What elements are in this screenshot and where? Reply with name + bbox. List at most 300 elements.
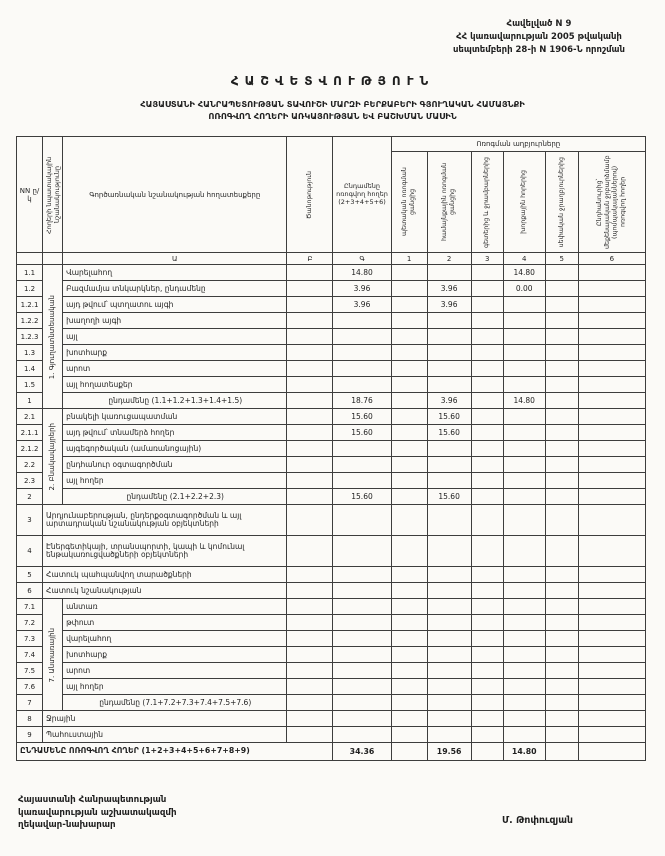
source-value-6 [578, 489, 645, 505]
note-cell [287, 281, 333, 297]
table-row [17, 409, 646, 425]
col-header-purpose-text: Հողերի նպատակային նշանակությունը [45, 156, 62, 234]
table-row [17, 361, 646, 377]
row-label: Հատուկ պահպանվող տարածքների [43, 567, 287, 583]
col-header-source-3-text: գետերից և ջրամբարներից [483, 156, 491, 248]
source-value-5 [545, 536, 578, 567]
source-value-3 [471, 281, 503, 297]
source-value-6 [578, 567, 645, 583]
row-number: 7 [17, 695, 43, 711]
source-value-4 [503, 361, 545, 377]
source-value-2: 15.60 [427, 489, 471, 505]
col-letter-1: 1 [391, 253, 427, 265]
row-label: ընդհանուր օգտագործման [63, 457, 287, 473]
source-value-2 [427, 583, 471, 599]
signatory-line-3: ղեկավար-նախարար [18, 820, 116, 831]
source-value-4: 14.80 [503, 393, 545, 409]
source-value-1 [391, 281, 427, 297]
source-value-1 [391, 265, 427, 281]
source-value-6 [578, 361, 645, 377]
source-value-3 [471, 727, 503, 743]
col-letter-landtype: Ա [63, 253, 287, 265]
source-value-1 [391, 409, 427, 425]
total-value [333, 361, 391, 377]
col-letter-6: 6 [578, 253, 645, 265]
source-value-6 [578, 711, 645, 727]
table-row [17, 679, 646, 695]
total-value: 14.80 [333, 265, 391, 281]
source-value-3 [471, 313, 503, 329]
source-value-1 [391, 297, 427, 313]
source-value-1 [391, 615, 427, 631]
row-number: 4 [17, 536, 43, 567]
source-value-1 [391, 695, 427, 711]
source-value-4 [503, 679, 545, 695]
group-label-text: 2. Բնակավայրերի [48, 423, 57, 491]
row-label: անտառ [63, 599, 287, 615]
row-label: այլ [63, 329, 287, 345]
source-value-2 [427, 473, 471, 489]
note-cell [287, 647, 333, 663]
source-value-3 [471, 345, 503, 361]
appendix-block [0, 0, 665, 58]
table-row [17, 711, 646, 727]
source-value-3 [471, 361, 503, 377]
note-cell [287, 425, 333, 441]
table-row [17, 631, 646, 647]
source-value-6 [578, 663, 645, 679]
row-number: 1.2 [17, 281, 43, 297]
note-cell [287, 727, 333, 743]
source-value-1 [391, 679, 427, 695]
row-number: 7.3 [17, 631, 43, 647]
note-cell [287, 489, 333, 505]
source-value-5 [545, 457, 578, 473]
source-value-2 [427, 313, 471, 329]
source-value-5 [545, 489, 578, 505]
source-value-4 [503, 647, 545, 663]
source-value-1 [391, 743, 427, 761]
table-row [17, 457, 646, 473]
source-value-1 [391, 727, 427, 743]
table-row [17, 489, 646, 505]
source-value-4 [503, 583, 545, 599]
source-value-3 [471, 536, 503, 567]
source-value-3 [471, 583, 503, 599]
table-row [17, 615, 646, 631]
table-row [17, 441, 646, 457]
source-value-3 [471, 297, 503, 313]
source-value-4: 14.80 [503, 743, 545, 761]
row-number: 2.1.2 [17, 441, 43, 457]
source-value-2 [427, 265, 471, 281]
source-value-3 [471, 711, 503, 727]
note-cell [287, 265, 333, 281]
table-row [17, 377, 646, 393]
note-cell [287, 409, 333, 425]
row-number: 7.2 [17, 615, 43, 631]
col-header-source-2-text: համայնքային ոռոգման ցանցից [441, 163, 457, 242]
table-row [17, 473, 646, 489]
total-value: 15.60 [333, 489, 391, 505]
source-value-3 [471, 695, 503, 711]
col-letter-4: 4 [503, 253, 545, 265]
source-value-3 [471, 409, 503, 425]
page-subtitle [0, 98, 665, 123]
source-value-1 [391, 647, 427, 663]
source-value-5 [545, 393, 578, 409]
col-header-landtype: Գործառնական նշանակության հողատեսքերը [63, 137, 287, 253]
source-value-3 [471, 567, 503, 583]
source-value-2 [427, 345, 471, 361]
row-label: խաղողի այգի [63, 313, 287, 329]
source-value-5 [545, 615, 578, 631]
total-value: 18.76 [333, 393, 391, 409]
row-label: այլ հողեր [63, 473, 287, 489]
col-letter-purpose [43, 253, 63, 265]
total-value: 3.96 [333, 297, 391, 313]
source-value-4 [503, 727, 545, 743]
row-label: ընդամենը (1.1+1.2+1.3+1.4+1.5) [63, 393, 287, 409]
col-letter-3: 3 [471, 253, 503, 265]
source-value-6 [578, 281, 645, 297]
row-label: այգեգործական (ամառանոցային) [63, 441, 287, 457]
group-label-text: 7. Անտառային [48, 627, 57, 683]
source-value-2: 3.96 [427, 297, 471, 313]
note-cell [287, 505, 333, 536]
total-value [333, 647, 391, 663]
row-label: Արդյունաբերության, ընդերքօգտագործման և այլ արտադրական նշանակության օբյեկտների [43, 505, 287, 536]
col-header-source-5 [545, 152, 578, 253]
col-header-source-6-text: Ընդհանուրից՝ մեքենայական ջրբարձմամբ (պոմպակայաններով) ոռոգվող հողեր [596, 155, 627, 250]
col-header-source-4-text: խորքային հորերից [520, 170, 528, 235]
source-value-3 [471, 505, 503, 536]
note-cell [287, 536, 333, 567]
note-cell [287, 583, 333, 599]
total-value [333, 583, 391, 599]
source-value-4: 14.80 [503, 265, 545, 281]
source-value-5 [545, 361, 578, 377]
source-value-6 [578, 377, 645, 393]
source-value-3 [471, 679, 503, 695]
row-label: Պահուստային [43, 727, 287, 743]
total-value [333, 441, 391, 457]
source-value-4 [503, 505, 545, 536]
source-value-4 [503, 711, 545, 727]
source-value-5 [545, 425, 578, 441]
col-header-note-text: Ծանոթություն [306, 170, 313, 219]
col-header-source-3 [471, 152, 503, 253]
col-header-source-1-text: պետական ոռոգման ցանցից [401, 167, 417, 237]
row-number: 2.1 [17, 409, 43, 425]
col-header-sources-group: Ոռոգման աղբյուրները [391, 137, 645, 152]
table-row [17, 425, 646, 441]
source-value-1 [391, 313, 427, 329]
source-value-6 [578, 631, 645, 647]
row-number: 3 [17, 505, 43, 536]
table-row [17, 393, 646, 409]
source-value-6 [578, 727, 645, 743]
source-value-2: 19.56 [427, 743, 471, 761]
source-value-2 [427, 647, 471, 663]
row-number: 2.2 [17, 457, 43, 473]
source-value-2 [427, 631, 471, 647]
total-value [333, 599, 391, 615]
source-value-3 [471, 441, 503, 457]
table-row [17, 567, 646, 583]
note-cell [287, 345, 333, 361]
note-cell [287, 615, 333, 631]
table-row [17, 647, 646, 663]
table-row [17, 695, 646, 711]
row-number: 1.5 [17, 377, 43, 393]
source-value-1 [391, 441, 427, 457]
note-cell [287, 393, 333, 409]
source-value-5 [545, 345, 578, 361]
source-value-2: 15.60 [427, 409, 471, 425]
row-number: 1.3 [17, 345, 43, 361]
source-value-2 [427, 695, 471, 711]
source-value-3 [471, 631, 503, 647]
row-label: վարելահող [63, 631, 287, 647]
col-letter-note: Բ [287, 253, 333, 265]
total-value [333, 695, 391, 711]
page-title: ՀԱՇՎԵՏՎՈՒԹՅՈՒՆ [230, 73, 435, 88]
source-value-1 [391, 329, 427, 345]
total-value: 15.60 [333, 409, 391, 425]
source-value-4 [503, 615, 545, 631]
source-value-2 [427, 599, 471, 615]
source-value-6 [578, 615, 645, 631]
row-label: այլ հողեր [63, 679, 287, 695]
source-value-6 [578, 647, 645, 663]
source-value-5 [545, 743, 578, 761]
source-value-4 [503, 695, 545, 711]
col-header-source-6 [578, 152, 645, 253]
source-value-6 [578, 329, 645, 345]
source-value-3 [471, 457, 503, 473]
source-value-6 [578, 473, 645, 489]
source-value-4 [503, 473, 545, 489]
source-value-4 [503, 536, 545, 567]
row-label: թփուտ [63, 615, 287, 631]
row-number: 7.4 [17, 647, 43, 663]
source-value-5 [545, 663, 578, 679]
source-value-6 [578, 265, 645, 281]
source-value-6 [578, 599, 645, 615]
col-letter-nn [17, 253, 43, 265]
source-value-2: 3.96 [427, 393, 471, 409]
note-cell [287, 695, 333, 711]
row-number: 1.2.3 [17, 329, 43, 345]
table-row [17, 599, 646, 615]
row-number: 7.5 [17, 663, 43, 679]
source-value-4 [503, 409, 545, 425]
row-label: արոտ [63, 663, 287, 679]
col-header-nn: NN ը/կ [17, 137, 43, 253]
source-value-1 [391, 345, 427, 361]
source-value-5 [545, 711, 578, 727]
source-value-4 [503, 441, 545, 457]
row-number: 8 [17, 711, 43, 727]
source-value-6 [578, 409, 645, 425]
source-value-2: 3.96 [427, 281, 471, 297]
table-row [17, 583, 646, 599]
source-value-4 [503, 313, 545, 329]
source-value-6 [578, 425, 645, 441]
source-value-2 [427, 329, 471, 345]
grand-total-row [17, 743, 646, 761]
row-number: 1 [17, 393, 43, 409]
row-label: այլ հողատեսքեր [63, 377, 287, 393]
source-value-5 [545, 631, 578, 647]
source-value-5 [545, 409, 578, 425]
source-value-5 [545, 441, 578, 457]
source-value-1 [391, 457, 427, 473]
col-header-source-2 [427, 152, 471, 253]
note-cell [287, 441, 333, 457]
source-value-1 [391, 663, 427, 679]
col-header-source-1 [391, 152, 427, 253]
source-value-2: 15.60 [427, 425, 471, 441]
table-row [17, 727, 646, 743]
source-value-3 [471, 329, 503, 345]
row-number: 1.2.1 [17, 297, 43, 313]
source-value-6 [578, 457, 645, 473]
source-value-2 [427, 377, 471, 393]
source-value-6 [578, 441, 645, 457]
table-row [17, 297, 646, 313]
source-value-1 [391, 711, 427, 727]
source-value-4 [503, 329, 545, 345]
source-value-3 [471, 743, 503, 761]
row-number: 9 [17, 727, 43, 743]
row-label: Ջրային [43, 711, 287, 727]
row-number: 2 [17, 489, 43, 505]
source-value-2 [427, 727, 471, 743]
row-label: Բազմամյա տնկարկներ, ընդամենը [63, 281, 287, 297]
table-row [17, 265, 646, 281]
source-value-6 [578, 313, 645, 329]
source-value-5 [545, 599, 578, 615]
group-label [43, 409, 63, 505]
note-cell [287, 599, 333, 615]
col-letter-2: 2 [427, 253, 471, 265]
note-cell [287, 631, 333, 647]
total-value [333, 727, 391, 743]
source-value-1 [391, 393, 427, 409]
total-value: 15.60 [333, 425, 391, 441]
source-value-4 [503, 599, 545, 615]
group-label [43, 265, 63, 409]
signature-name: Մ. Թոփուզյան [501, 815, 573, 826]
row-label: բնակելի կառուցապատման [63, 409, 287, 425]
signatory-line-1: Հայաստանի Հանրապետության [18, 795, 167, 806]
source-value-1 [391, 583, 427, 599]
signatory-block [18, 794, 177, 832]
source-value-4 [503, 631, 545, 647]
table-row [17, 345, 646, 361]
source-value-5 [545, 727, 578, 743]
row-label: ընդամենը (2.1+2.2+2.3) [63, 489, 287, 505]
row-label: Վարելահող [63, 265, 287, 281]
note-cell [287, 711, 333, 727]
report-table [16, 136, 646, 761]
source-value-6 [578, 297, 645, 313]
source-value-3 [471, 489, 503, 505]
source-value-5 [545, 265, 578, 281]
note-cell [287, 377, 333, 393]
source-value-6 [578, 743, 645, 761]
source-value-1 [391, 473, 427, 489]
row-label: ընդամենը (7.1+7.2+7.3+7.4+7.5+7.6) [63, 695, 287, 711]
subtitle-line-2: ՈՌՈԳՎՈՂ ՀՈՂԵՐԻ ԱՌԿԱՅՈՒԹՅԱՆ ԵՎ ԲԱՇԽՄԱՆ ՄԱՍԻՆ [208, 110, 457, 121]
source-value-4 [503, 457, 545, 473]
row-label: խոտհարք [63, 345, 287, 361]
appendix-line-1: Հավելված N 9 [506, 19, 572, 29]
source-value-2 [427, 536, 471, 567]
row-label: խոտհարք [63, 647, 287, 663]
source-value-1 [391, 567, 427, 583]
row-label: Հատուկ նշանակության [43, 583, 287, 599]
table-row [17, 281, 646, 297]
source-value-1 [391, 377, 427, 393]
source-value-5 [545, 505, 578, 536]
source-value-5 [545, 377, 578, 393]
row-number: 6 [17, 583, 43, 599]
table-row [17, 536, 646, 567]
source-value-4 [503, 377, 545, 393]
note-cell [287, 361, 333, 377]
source-value-6 [578, 583, 645, 599]
source-value-5 [545, 647, 578, 663]
appendix-line-2: ՀՀ կառավարության 2005 թվականի [456, 32, 622, 43]
table-row [17, 505, 646, 536]
col-header-total: Ընդամենը ոռոգվող հողեր (2+3+4+5+6) [333, 137, 391, 253]
col-header-note [287, 137, 333, 253]
source-value-2 [427, 679, 471, 695]
source-value-2 [427, 567, 471, 583]
source-value-2 [427, 505, 471, 536]
row-number: 2.3 [17, 473, 43, 489]
header-row-letters [17, 253, 646, 265]
col-letter-total: Գ [333, 253, 391, 265]
total-value [333, 615, 391, 631]
total-value [333, 679, 391, 695]
total-value [333, 457, 391, 473]
row-label: Էներգետիկայի, տրանսպորտի, կապի և կոմունալ ենթակառուցվածքների օբյեկտների [43, 536, 287, 567]
source-value-5 [545, 695, 578, 711]
total-value [333, 663, 391, 679]
source-value-6 [578, 393, 645, 409]
source-value-2 [427, 441, 471, 457]
row-number: 1.2.2 [17, 313, 43, 329]
row-number: 7.1 [17, 599, 43, 615]
row-number: 2.1.1 [17, 425, 43, 441]
table-row [17, 313, 646, 329]
source-value-6 [578, 679, 645, 695]
source-value-2 [427, 663, 471, 679]
row-label: այդ թվում՝ պտղատու այգի [63, 297, 287, 313]
total-value [333, 567, 391, 583]
source-value-3 [471, 647, 503, 663]
table-row [17, 663, 646, 679]
total-value [333, 505, 391, 536]
note-cell [287, 679, 333, 695]
row-label: ԸՆԴԱՄԵՆԸ ՈՌՈԳՎՈՂ ՀՈՂԵՐ (1+2+3+4+5+6+7+8+9) [17, 743, 333, 761]
col-header-source-4 [503, 152, 545, 253]
table-body [17, 265, 646, 761]
